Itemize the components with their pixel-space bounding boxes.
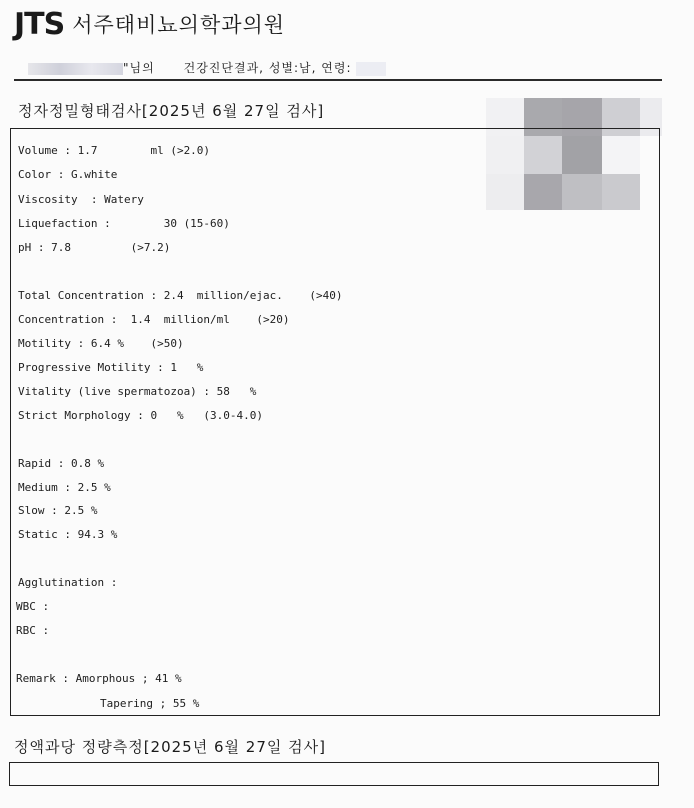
- result-volume: Volume : 1.7 ml (>2.0): [18, 144, 211, 157]
- result-progressive-motility: Progressive Motility : 1 %: [18, 361, 204, 374]
- logo-mark: JTS: [14, 7, 65, 42]
- result-total-concentration: Total Concentration : 2.4 million/ejac. (>40): [18, 289, 343, 302]
- result-agglutination: Agglutination :: [18, 576, 118, 589]
- result-remark: Remark : Amorphous ; 41 %: [16, 672, 182, 685]
- sex-label: 성별:남,: [268, 61, 317, 75]
- result-color: Color : G.white: [18, 168, 118, 181]
- name-suffix: "님의: [123, 61, 155, 75]
- header-divider: [14, 79, 662, 81]
- semen-analysis-title: 정자정밀형태검사[2025년 6월 27일 검사]: [18, 102, 325, 120]
- clinic-name: 서주태비뇨의학과의원: [72, 13, 286, 37]
- redacted-patient-name: [28, 63, 123, 75]
- fructose-test-box: [9, 762, 659, 786]
- result-static: Static : 94.3 %: [18, 528, 118, 541]
- fructose-test-title: 정액과당 정량측정[2025년 6월 27일 검사]: [14, 738, 326, 756]
- result-slow: Slow : 2.5 %: [18, 504, 98, 517]
- age-label: 연령:: [321, 61, 352, 75]
- result-motility: Motility : 6.4 % (>50): [18, 337, 184, 350]
- result-concentration: Concentration : 1.4 million/ml (>20): [18, 313, 290, 326]
- redacted-age: [356, 62, 386, 76]
- result-liquefaction: Liquefaction : 30 (15-60): [18, 217, 230, 230]
- result-wbc: WBC :: [16, 600, 50, 613]
- result-tapering: Tapering ; 55 %: [100, 697, 200, 710]
- result-label: 건강진단결과,: [183, 61, 264, 75]
- result-viscosity: Viscosity : Watery: [18, 193, 144, 206]
- result-vitality: Vitality (live spermatozoa) : 58 %: [18, 385, 257, 398]
- result-rapid: Rapid : 0.8 %: [18, 457, 105, 470]
- clinic-logo: [14, 7, 286, 42]
- result-ph: pH : 7.8 (>7.2): [18, 241, 171, 254]
- result-rbc: RBC :: [16, 624, 50, 637]
- result-medium: Medium : 2.5 %: [18, 481, 111, 494]
- result-strict-morphology: Strict Morphology : 0 % (3.0-4.0): [18, 409, 264, 422]
- patient-info-line: [28, 59, 386, 76]
